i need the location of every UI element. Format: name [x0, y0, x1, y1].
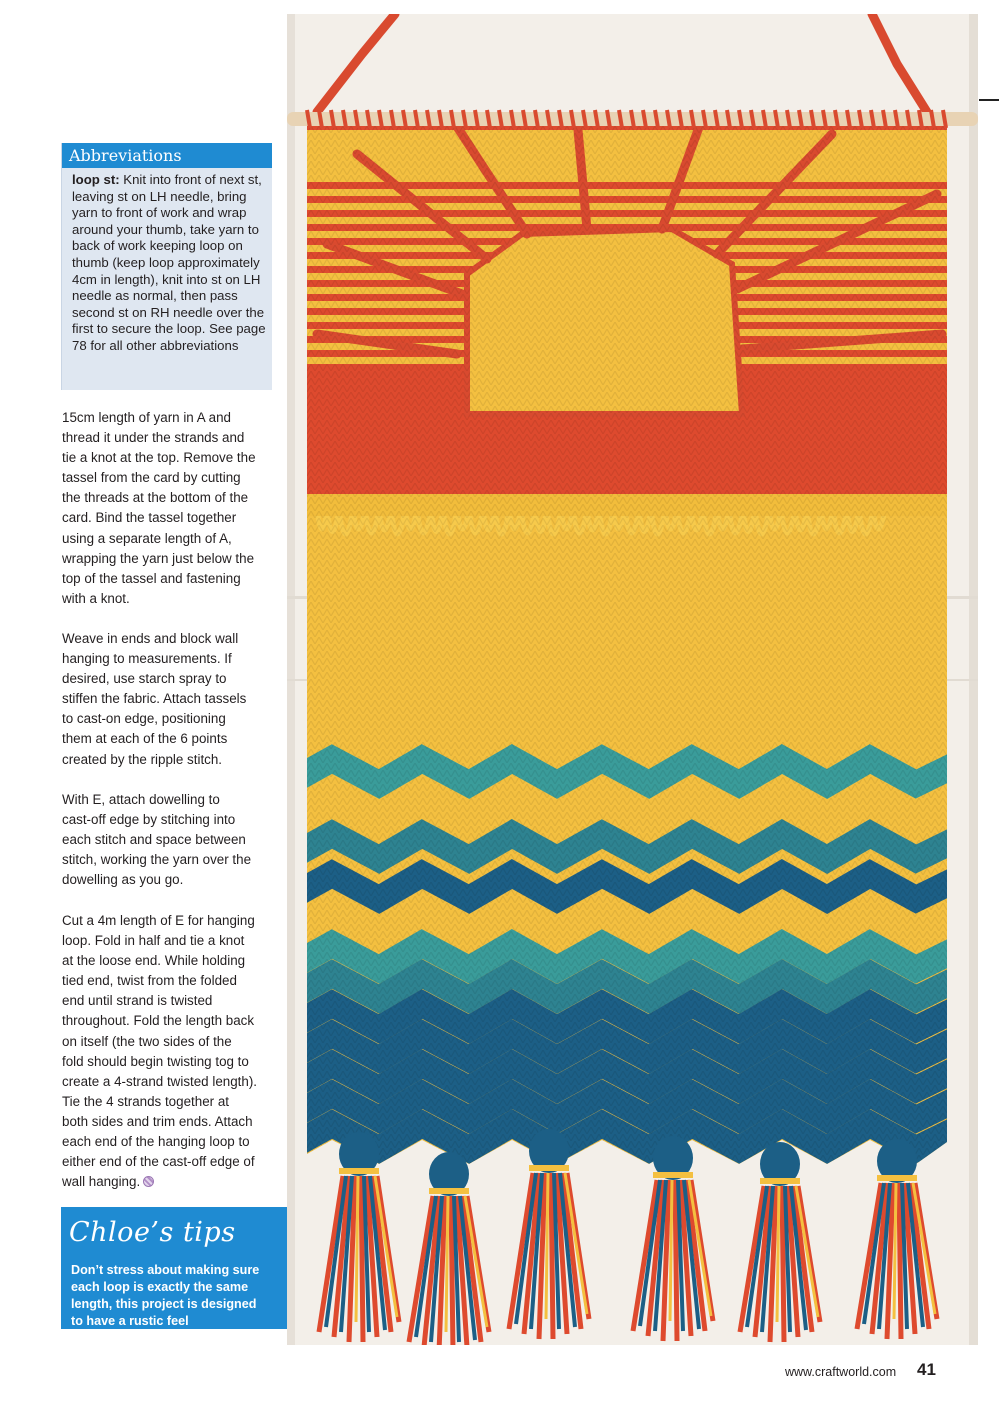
instruction-paragraph-3: With E, attach dowelling to cast-off edge by stitching into each stitch and space between stitch, working the yarn over the dowelling as you go. [62, 792, 252, 888]
abbreviation-definition: Knit into front of next st, leaving st on LH needle, bring yarn to front of work and wrap around your thumb, take yarn to back of work keeping loop on thumb (keep loop approximately 4cm in length), knit into st on LH needle as normal, then pass second st on RH needle over the first to secure the loop. See page 78 for all other abbreviations [72, 172, 266, 353]
abbreviations-heading: Abbreviations [62, 143, 272, 168]
wall-hanging-photo [287, 14, 978, 1345]
page-number: 41 [917, 1360, 936, 1379]
footer-url: www.craftworld.com [785, 1365, 897, 1379]
tips-title: Chloe’s tips [69, 1217, 236, 1248]
instruction-paragraph-4-text: Cut a 4m length of E for hanging loop. Fold in half and tie a knot at the loose end. While holding tied end, twist from the folded end until strand is twisted throughout. Fold the length back on itself (the two sides of the fold should begin twisting tog to create a 4-strand twisted length). Tie the 4 strands together at both sides and trim ends. Attach each end of the hanging loop to either end of the cast-off edge of wall hanging. [62, 913, 258, 1190]
instruction-paragraph-1: 15cm length of yarn in A and thread it under the strands and tie a knot at the top. Remove the tassel from the card by cutting the threads at the bottom of the card. Bind the tassel together using a separate length of A, wrapping the yarn just below the top of the tassel and fastening with a knot. [62, 410, 256, 606]
abbreviations-body [72, 172, 268, 355]
yarn-ball-icon [143, 1176, 154, 1187]
page-edge-mark [979, 99, 999, 101]
abbreviation-term: loop st: [72, 172, 120, 187]
instruction-paragraph-4 [62, 911, 276, 1192]
instruction-paragraph-2: Weave in ends and block wall hanging to measurements. If desired, use starch spray to stiffen the fabric. Attach tassels to cast-on edge, positioning them at each of the 6 points created by the ripple stitch. [62, 631, 247, 767]
abbreviations-box [61, 143, 272, 390]
tips-text: Don’t stress about making sure each loop is exactly the same length, this project is designed to have a rustic feel [71, 1263, 260, 1328]
knitted-panel [287, 114, 978, 1214]
tips-box [61, 1207, 287, 1329]
